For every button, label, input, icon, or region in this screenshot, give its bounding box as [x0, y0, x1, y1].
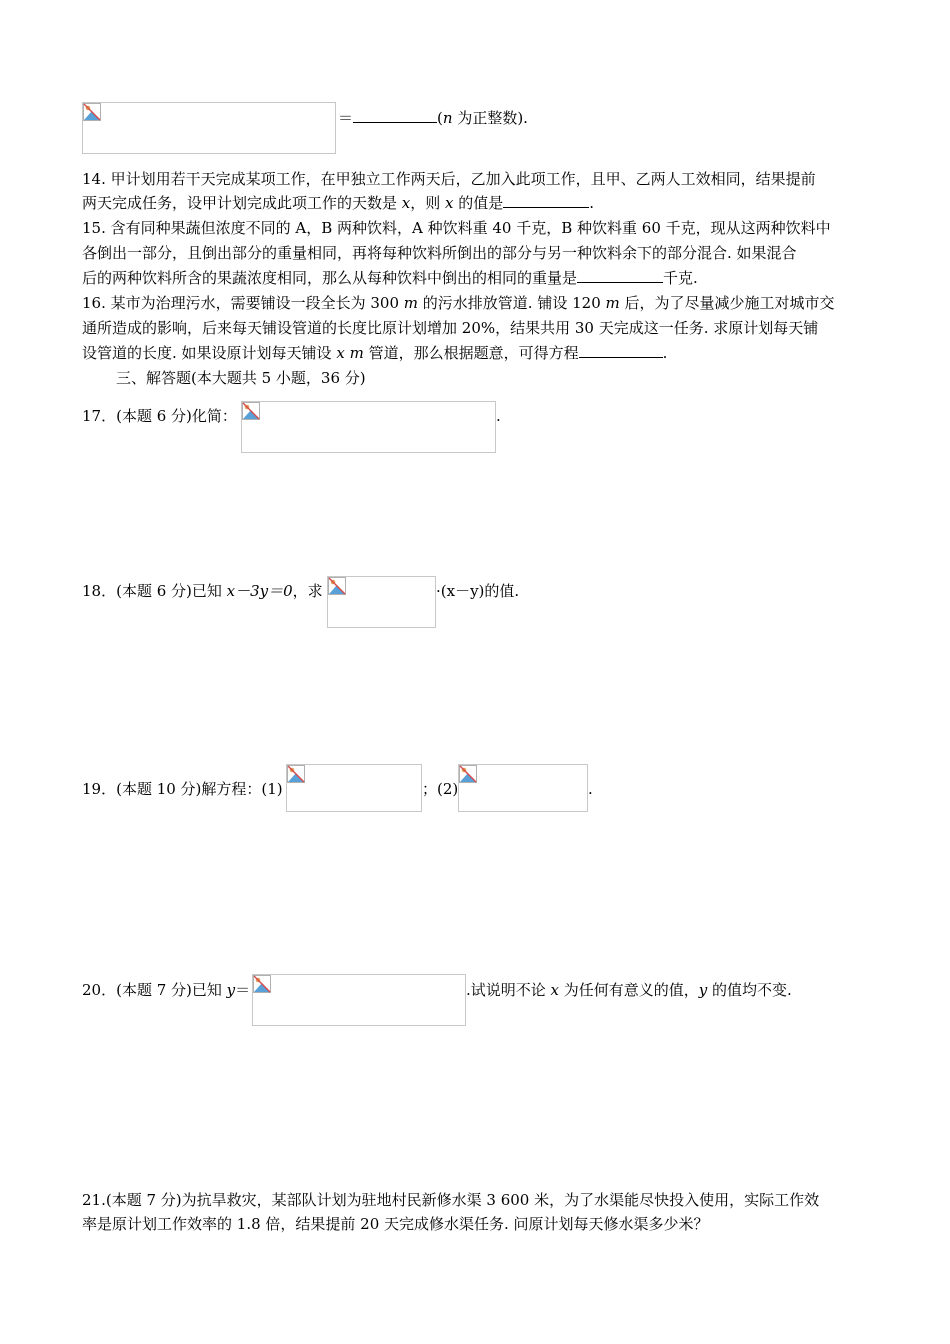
q21-line1: 21.(本题 7 分)为抗旱救灾，某部队计划为驻地村民新修水渠 3 600 米，为了水渠能尽快投入使用，实际工作效: [82, 1191, 820, 1209]
q18-text-b: ，求: [292, 582, 323, 600]
q19-prefix: 19．(本题 10 分)解方程：(1): [82, 780, 283, 798]
broken-image-icon: [83, 103, 101, 121]
condition: x－3y＝0: [226, 582, 293, 600]
q18-text-a: 18．(本题 6 分)已知: [82, 582, 227, 600]
answer-blank: [503, 193, 589, 208]
equals-sign: ＝: [338, 109, 354, 127]
q14-text-b: ，则: [410, 194, 446, 212]
q14-line2: [82, 193, 882, 213]
q15-line3: [82, 268, 882, 288]
answer-blank: [577, 268, 663, 283]
broken-image-icon: [242, 402, 260, 420]
answer-blank: [353, 108, 437, 123]
q16-line1: [82, 293, 882, 313]
q15-line1: 15. 含有同种果蔬但浓度不同的 A，B 两种饮料，A 种饮料重 40 千克，B 种饮料重 60 千克，现从这两种饮料中: [82, 219, 831, 237]
broken-image-icon: [287, 765, 305, 783]
formula-image: [458, 764, 588, 812]
q16-text-a: 设管道的长度. 如果设原计划每天铺设: [82, 344, 337, 362]
formula-image: [241, 401, 496, 453]
period: .: [662, 344, 668, 362]
formula-image: [286, 764, 422, 812]
q15-text-b: 千克.: [663, 269, 698, 287]
broken-image-icon: [328, 577, 346, 595]
formula-image: [82, 102, 336, 154]
period: .: [589, 194, 595, 212]
variable-x: x: [550, 981, 560, 999]
q16-text-b: 的污水排放管道. 铺设 120: [418, 294, 606, 312]
q15-text-a: 后的两种饮料所含的果蔬浓度相同，那么从每种饮料中倒出的相同的重量是: [82, 269, 578, 287]
q13-answer-line: [338, 108, 950, 128]
variable-x: x: [336, 344, 345, 362]
q16-text-c: 后，为了尽量减少施工对城市交: [619, 294, 835, 312]
q20-text-d: 的值均不变.: [707, 981, 792, 999]
section-heading: 三、解答题(本大题共 5 小题，36 分): [116, 369, 366, 387]
unit-m: m: [403, 294, 419, 312]
n-note: 为正整数).: [452, 109, 528, 127]
q18-suffix: ·(x－y)的值.: [436, 582, 520, 600]
equals-sign: ＝: [235, 981, 251, 999]
q16-text-b: 管道，那么根据题意，可得方程: [363, 344, 579, 362]
q14-text-a: 两天完成任务，设甲计划完成此项工作的天数是: [82, 194, 402, 212]
variable-x: x: [401, 194, 411, 212]
q16-line2: 通所造成的影响，后来每天铺设管道的长度比原计划增加 20%，结果共用 30 天完成这一任务. 求原计划每天铺: [82, 319, 819, 337]
q21-line2: 率是原计划工作效率的 1.8 倍，结果提前 20 天完成修水渠任务. 问原计划每天修水渠多少米？: [82, 1215, 709, 1233]
variable-y: y: [698, 981, 708, 999]
broken-image-icon: [459, 765, 477, 783]
q19-separator: ；(2): [422, 780, 459, 798]
variable-y: y: [226, 981, 236, 999]
q16-text-a: 16. 某市为治理污水，需要铺设一段全长为 300: [82, 294, 404, 312]
q20-suffix: [466, 980, 886, 1000]
q15-line2: 各倒出一部分，且倒出部分的重量相同，再将每种饮料所倒出的部分与另一种饮料余下的部分混合. 如果混合: [82, 244, 797, 262]
q20-text-b: .试说明不论: [466, 981, 551, 999]
q20-text-a: 20．(本题 7 分)已知: [82, 981, 227, 999]
q14-line1: 14. 甲计划用若干天完成某项工作，在甲独立工作两天后，乙加入此项工作，且甲、乙两人工效相同，结果提前: [82, 170, 816, 188]
q14-text-c: 的值是: [453, 194, 504, 212]
q16-line3: [82, 343, 882, 363]
broken-image-icon: [253, 975, 271, 993]
q17-prefix: 17．(本题 6 分)化简：: [82, 407, 237, 425]
unit-m: m: [605, 294, 620, 312]
paren-open: (: [437, 109, 443, 127]
variable-x: x: [445, 194, 454, 212]
unit-m: m: [349, 344, 364, 362]
period: .: [496, 407, 501, 425]
variable-n: n: [442, 109, 453, 127]
formula-image: [252, 974, 466, 1026]
answer-blank: [579, 343, 663, 358]
q20-text-c: 为任何有意义的值，: [559, 981, 699, 999]
formula-image: [327, 576, 436, 628]
period: .: [588, 780, 593, 798]
